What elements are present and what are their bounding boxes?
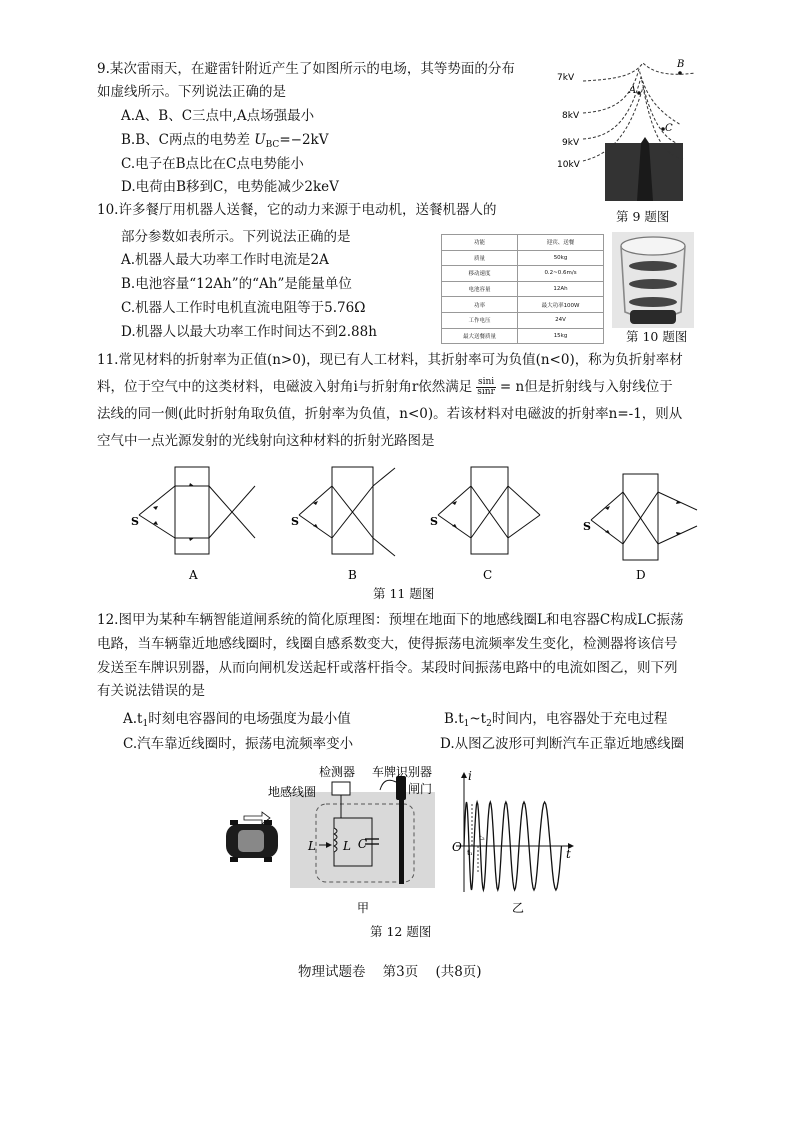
table-row [442,250,604,266]
q9-point-a [637,91,641,95]
q12-stem-line3: 发送至车牌识别器，从而向闸机发送起杆或落杆指令。某段时间振荡电路中的电流如图乙，则下列 [97,660,678,676]
q9-ubc-value: =−2kV [279,132,329,148]
q11-source-a: S [131,515,139,528]
q11-diagram-d [583,474,697,582]
q11-stem-line3: 法线的同一侧(此时折射角取负值，折射率为负值，n<0)。若该材料对电磁波的折射率n=-1，则从 [97,406,683,422]
q11-fraction-den: sinr [477,387,495,397]
q11-fraction-num: sini [478,377,495,387]
table-cell: 工作电压 [442,312,518,328]
table-cell: 0.2~0.6m/s [518,266,604,282]
q12-option-a [123,709,351,734]
q12-option-b-mid: ~t [469,711,487,727]
q9-label-a: A [629,85,637,96]
q11-source-d: S [583,520,591,533]
q12-label-i: i [468,769,472,783]
q12-label-C: C [357,837,367,851]
q12-label-yi: 乙 [512,901,525,915]
q9-point-b [678,71,682,75]
q11-diagram-b [291,467,395,582]
q9-ubc-sub: BC [265,140,280,150]
q12-car [226,820,278,862]
q12-detector-box [332,782,350,795]
table-row [442,297,604,313]
q12-gate-pole [399,798,404,884]
q10-stem-line1: 10.许多餐厅用机器人送餐，它的动力来源于电动机，送餐机器人的 [97,202,497,218]
q9-label-7kv: 7kV [557,73,575,83]
table-row [442,266,604,282]
q12-label-detector: 检测器 [319,765,356,779]
q12-label-jia: 甲 [357,901,370,915]
q12-option-b-sub2: 2 [486,719,492,729]
q11-caption: 第 11 题图 [373,586,435,601]
q9-label-10kv: 10kV [557,160,580,170]
footer-title: 物理试题卷 [298,964,366,980]
table-cell: 12Ah [518,281,604,297]
q9-figure [555,55,700,205]
q12-option-b-pre: B.t [444,711,464,727]
q10-option-c: C.机器人工作时电机直流电阻等于5.76Ω [121,300,366,316]
table-cell: 15kg [518,328,604,344]
table-cell: 功率 [442,297,518,313]
footer-page: 第3页 [382,964,419,980]
q12-option-b-sub1: 1 [463,719,470,729]
q9-equipotential-8kv [583,69,681,125]
table-cell: 功能 [442,235,518,251]
q11-choice-c: C [483,568,493,582]
q10-caption: 第 10 题图 [626,329,688,344]
q12-label-L-inner: L [343,839,351,853]
table-cell: 最大功率100W [518,297,604,313]
q12-option-b [444,709,667,734]
q9-option-b-text: B.B、C两点的电势差 [121,132,255,148]
q12-figure-jia [222,762,442,932]
q9-option-d: D.电荷由B移到C，电势能减少2keV [121,179,339,195]
q11-choice-b: B [348,568,357,582]
q9-option-a: A.A、B、C三点中,A点场强最小 [121,108,315,124]
q9-option-b [121,130,328,155]
q11-stem-line2-a: 料，位于空气中的这类材料，电磁波入射角i与折射角r依然满足 [97,379,473,395]
q12-option-d: D.从图乙波形可判断汽车正靠近地感线圈 [440,736,685,752]
table-cell: 电池容量 [442,281,518,297]
q12-label-L-outer: L [308,839,316,853]
q12-label-coil: 地感线圈 [268,785,317,799]
table-row [442,312,604,328]
q11-stem-line1: 11.常见材料的折射率为正值(n>0)，现已有人工材料，其折射率可为负值(n<0)，称为负折射率材 [97,352,683,368]
q12-stem-line4: 有关说法错误的是 [97,683,205,699]
q12-plate-reader [396,776,406,800]
q11-fraction [476,378,496,397]
table-row [442,235,604,251]
q11-stem-line4: 空气中一点光源发射的光线射向这种材料的折射光路图是 [97,433,435,449]
q12-label-t2: t₂ [479,834,485,842]
table-cell: 质量 [442,250,518,266]
q11-diagram-a [131,467,255,582]
q12-label-t: t [566,847,571,861]
q12-label-gate: 闸门 [408,782,433,796]
q11-stem-line2-b: = n但是折射线与入射线位于 [499,379,673,395]
q12-stem-line1: 12.图甲为某种车辆智能道闸系统的简化原理图：预埋在地面下的地感线圈L和电容器C构成LC振荡 [97,612,684,628]
table-cell: 最大送餐质量 [442,328,518,344]
q12-label-O: O [452,840,462,854]
q9-label-8kv: 8kV [562,111,580,121]
q12-option-a-sub: 1 [142,719,149,729]
q11-source-c: S [430,515,438,528]
q9-label-c: C [665,123,673,134]
q12-label-plate-reader: 车牌识别器 [372,765,433,779]
q12-stem-line2: 电路，当车辆靠近地感线圈时，线圈自感系数变大，使得振荡电流频率发生变化，检测器将该信号 [97,636,678,652]
q11-figure [125,462,705,587]
table-cell: 24V [518,312,604,328]
q9-stem-line2: 如虚线所示。下列说法正确的是 [97,84,286,100]
q11-stem-line2 [97,377,673,397]
q10-stem-line2: 部分参数如表所示。下列说法正确的是 [121,229,351,245]
q11-source-b: S [291,515,299,528]
table-row [442,281,604,297]
q10-option-d: D.机器人以最大功率工作时间达不到2.88h [121,324,377,340]
table-cell: 50kg [518,250,604,266]
q9-label-9kv: 9kV [562,138,580,148]
q12-caption: 第 12 题图 [370,924,432,939]
q9-option-c: C.电子在B点比在C点电势能小 [121,156,304,172]
q12-figure-yi [448,762,578,932]
q11-choice-d: D [636,568,646,582]
q10-robot-photo [612,232,694,328]
q9-stem-line1: 9.某次雷雨天，在避雷针附近产生了如图所示的电场，其等势面的分布 [97,61,515,77]
q11-choice-a: A [189,568,198,582]
q10-parameter-table [441,234,604,344]
q12-option-a-post: 时刻电容器间的电场强度为最小值 [148,711,351,727]
table-cell: 移动速度 [442,266,518,282]
q12-option-b-post: 时间内，电容器处于充电过程 [491,711,668,727]
page-footer [298,962,482,982]
q12-option-a-pre: A.t [123,711,143,727]
q10-option-b: B.电池容量“12Ah”的“Ah”是能量单位 [121,276,352,292]
table-cell: 迎宾、送餐 [518,235,604,251]
q12-option-c: C.汽车靠近线圈时，振荡电流频率变小 [123,736,354,752]
q9-label-b: B [677,59,685,70]
q10-option-a: A.机器人最大功率工作时电流是2A [121,252,329,268]
table-row [442,328,604,344]
footer-total: (共8页) [435,964,482,980]
q12-label-t1: t₁ [467,849,473,857]
q11-diagram-c [430,467,540,582]
q9-ubc-symbol: U [254,132,266,148]
q9-caption: 第 9 题图 [616,209,670,224]
